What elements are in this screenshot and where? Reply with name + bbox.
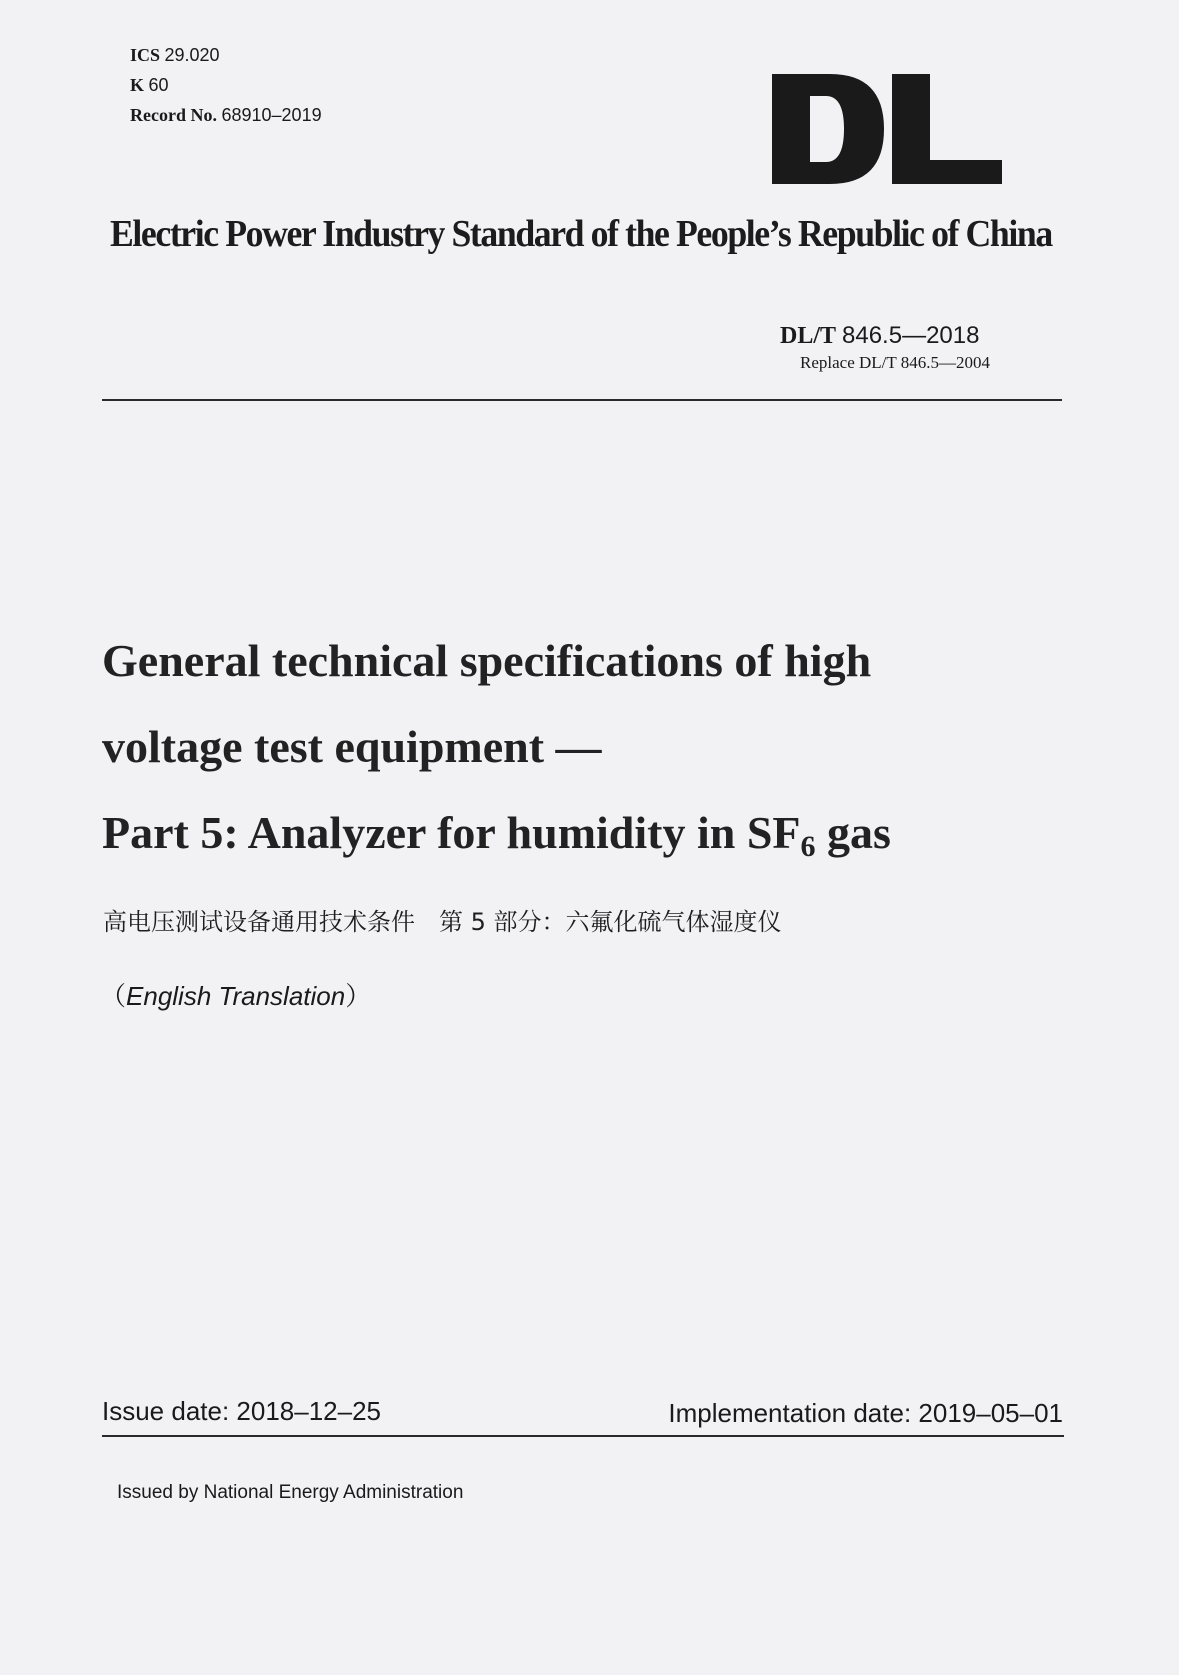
standard-number [780, 322, 1040, 350]
record-number [130, 100, 322, 130]
record-label: Record No. [130, 105, 217, 125]
logo-letter-d [772, 74, 884, 184]
logo-letter-l [892, 74, 1002, 184]
top-divider [102, 399, 1062, 401]
ics-value: 29.020 [164, 45, 220, 65]
record-value: 68910–2019 [221, 105, 322, 125]
issuer: Issued by National Energy Administration [117, 1482, 464, 1503]
translation-label: English Translation [126, 981, 346, 1011]
standard-code: 846.5—2018 [842, 322, 980, 349]
dl-logo [772, 74, 1002, 184]
title-subscript: 6 [800, 830, 816, 863]
title-line-1: General technical specifications of high [102, 635, 872, 686]
k-label: K [130, 75, 145, 95]
replaces-standard: Replace DL/T 846.5—2004 [800, 353, 990, 372]
paren-close: ） [345, 981, 372, 1011]
implementation-date: Implementation date: 2019–05–01 [668, 1398, 1063, 1428]
title-line-2: voltage test equipment — [102, 721, 602, 772]
issuing-authority-title: Electric Power Industry Standard of the People’s Republic of China [110, 213, 1052, 255]
bottom-divider [102, 1435, 1064, 1437]
title-line-3-text: Part 5: Analyzer for humidity in SF [102, 807, 801, 858]
document-title [102, 618, 1082, 876]
classification-block [130, 40, 322, 130]
standard-prefix: DL/T [780, 323, 837, 349]
k-value: 60 [148, 75, 169, 95]
title-line-3-tail: gas [815, 807, 891, 858]
ics-label: ICS [130, 45, 161, 65]
paren-open: （ [100, 981, 127, 1011]
translation-note [100, 976, 371, 1013]
k-code [130, 70, 322, 100]
ics-code [130, 40, 322, 70]
issue-date: Issue date: 2018–12–25 [102, 1396, 382, 1426]
title-line-3 [102, 790, 1082, 876]
chinese-title: 高电压测试设备通用技术条件 第 5 部分：六氟化硫气体湿度仪 [103, 908, 782, 936]
